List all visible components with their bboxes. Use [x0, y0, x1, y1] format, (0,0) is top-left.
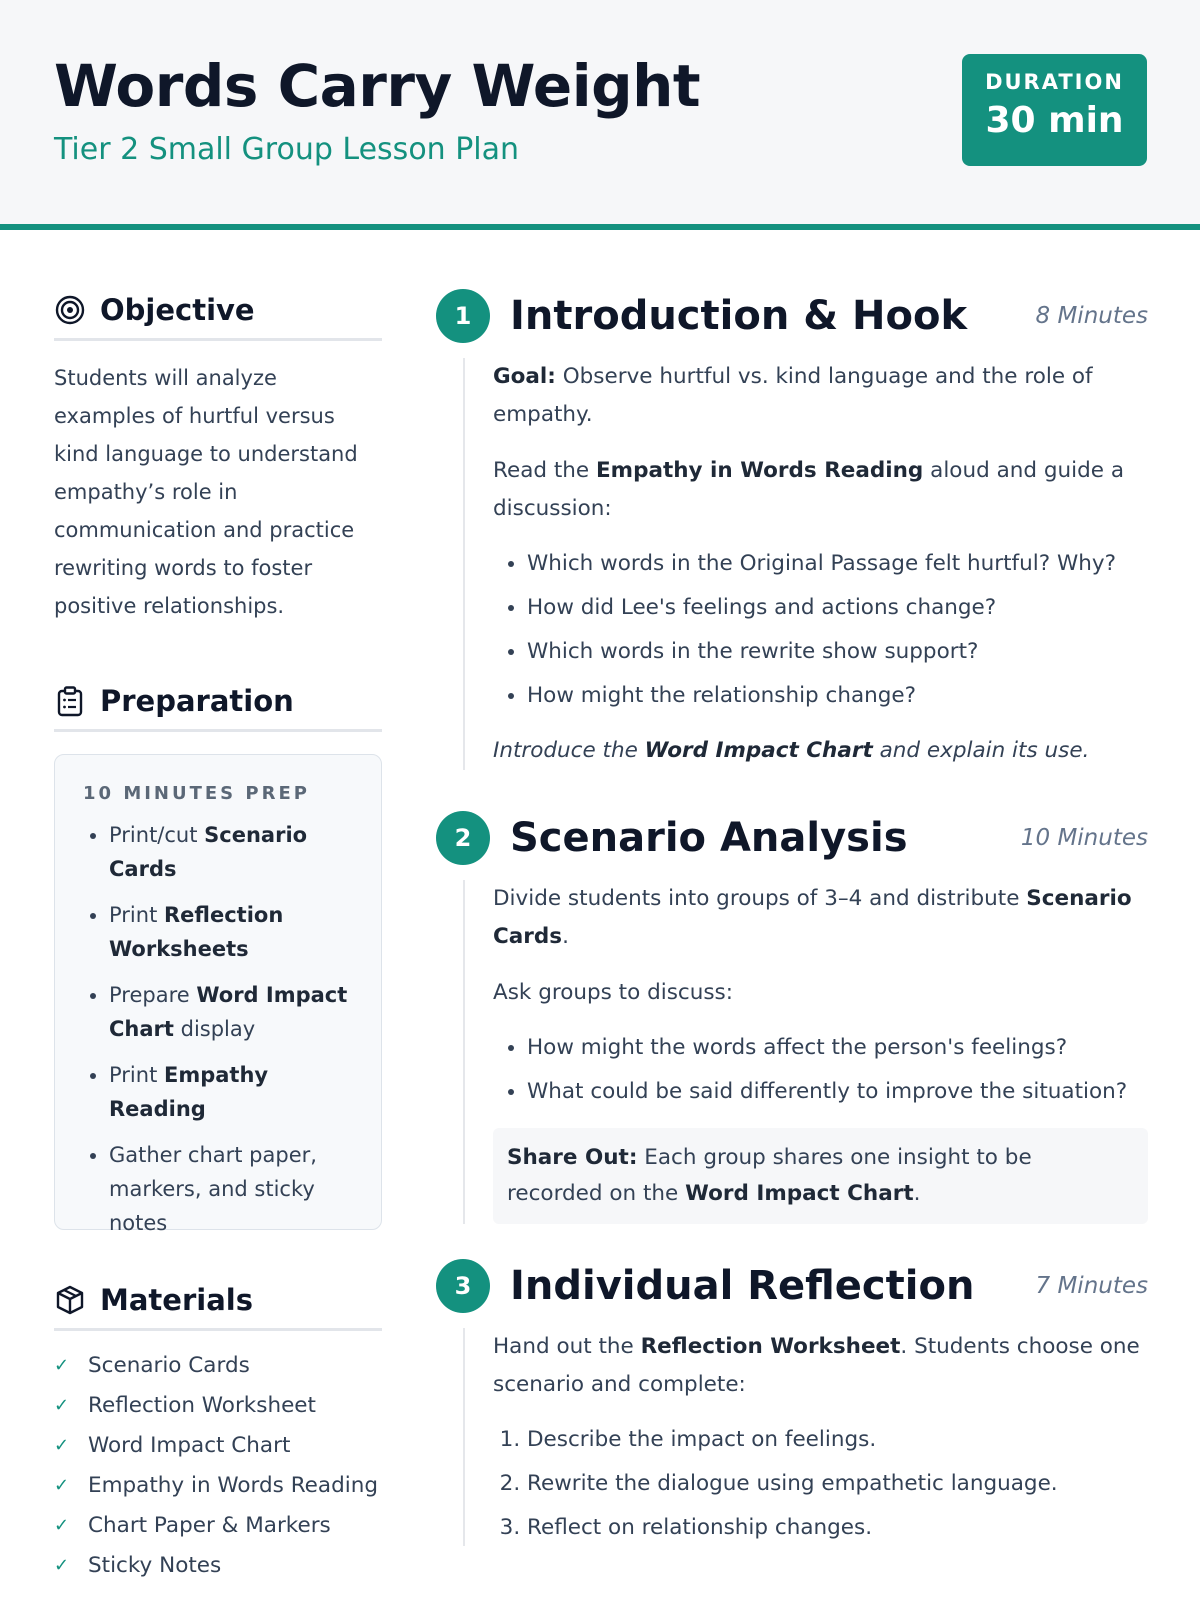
objective-title: Objective — [100, 293, 255, 327]
list-item: 2. Rewrite the dialogue using empathetic language. — [527, 1466, 1148, 1502]
step-number: 3 — [436, 1259, 490, 1313]
prep-item: • Prepare Word Impact Chart display — [109, 978, 361, 1046]
step-time: 8 Minutes — [1035, 303, 1148, 329]
lesson-header — [0, 0, 1200, 230]
check-icon: ✓ — [54, 1474, 70, 1496]
prep-item: • Print/cut Scenario Cards — [109, 818, 361, 886]
prep-item: • Print Empathy Reading — [109, 1058, 361, 1126]
prep-item: • Print Reflection Worksheets — [109, 898, 361, 966]
page-subtitle: Tier 2 Small Group Lesson Plan — [54, 132, 520, 167]
material-item: ✓ Sticky Notes — [54, 1552, 222, 1578]
list-item: 3. Reflect on relationship changes. — [527, 1510, 1148, 1546]
preparation-box — [54, 754, 382, 1235]
objective-heading — [54, 290, 382, 341]
check-icon: ✓ — [54, 1434, 70, 1456]
package-icon — [54, 1284, 86, 1316]
duration-value: 30 min — [985, 100, 1124, 141]
step-individual-reflection — [436, 1258, 1148, 1546]
discussion-questions — [493, 1030, 1148, 1110]
list-item: • How might the relationship change? — [527, 678, 1148, 714]
prep-list — [83, 818, 361, 1240]
step-title: Scenario Analysis — [510, 815, 908, 861]
sidebar — [54, 290, 382, 1585]
page-title: Words Carry Weight — [54, 52, 701, 120]
step-instructions: Divide students into groups of 3–4 and distribute Scenario Cards. — [493, 886, 1132, 949]
step-instructions: Hand out the Reflection Worksheet. Students choose one scenario and complete: — [493, 1334, 1140, 1397]
check-icon: ✓ — [54, 1354, 70, 1376]
material-item: ✓ Empathy in Words Reading — [54, 1472, 378, 1498]
step-intro-note: Introduce the Word Impact Chart and explain its use. — [493, 738, 1090, 763]
clipboard-icon — [54, 685, 86, 717]
check-icon: ✓ — [54, 1394, 70, 1416]
list-item: • What could be said differently to improve the situation? — [527, 1074, 1148, 1110]
duration-badge — [962, 54, 1147, 166]
materials-list — [54, 1345, 382, 1585]
materials-heading — [54, 1280, 382, 1331]
step-introduction — [436, 288, 1148, 770]
lesson-steps — [436, 288, 1148, 1554]
step-number: 1 — [436, 289, 490, 343]
target-icon — [54, 294, 86, 326]
material-item: ✓ Scenario Cards — [54, 1352, 250, 1378]
prep-item: • Gather chart paper, markers, and sticky notes — [109, 1138, 361, 1240]
prep-time-label: 10 MINUTES PREP — [83, 783, 310, 804]
duration-label: DURATION — [985, 70, 1124, 94]
step-title: Introduction & Hook — [510, 293, 968, 339]
step-goal: Goal: Observe hurtful vs. kind language and the role of empathy. — [493, 364, 1093, 427]
step-ask: Ask groups to discuss: — [493, 980, 734, 1005]
preparation-heading — [54, 681, 382, 732]
step-number: 2 — [436, 811, 490, 865]
materials-title: Materials — [100, 1283, 253, 1317]
step-read: Read the Empathy in Words Reading aloud and guide a discussion: — [493, 458, 1124, 521]
reflection-tasks — [493, 1422, 1148, 1546]
list-item: • How did Lee's feelings and actions change? — [527, 590, 1148, 626]
step-time: 10 Minutes — [1020, 825, 1148, 851]
step-title: Individual Reflection — [510, 1263, 975, 1309]
material-item: ✓ Word Impact Chart — [54, 1432, 291, 1458]
step-time: 7 Minutes — [1035, 1273, 1148, 1299]
discussion-questions — [493, 546, 1148, 714]
list-item: • How might the words affect the person's feelings? — [527, 1030, 1148, 1066]
list-item: • Which words in the Original Passage felt hurtful? Why? — [527, 546, 1148, 582]
material-item: ✓ Reflection Worksheet — [54, 1392, 316, 1418]
list-item: 1. Describe the impact on feelings. — [527, 1422, 1148, 1458]
share-out-callout: Share Out: Each group shares one insight to be recorded on the Word Impact Chart. — [493, 1128, 1148, 1224]
check-icon: ✓ — [54, 1514, 70, 1536]
check-icon: ✓ — [54, 1554, 70, 1576]
list-item: • Which words in the rewrite show support? — [527, 634, 1148, 670]
preparation-title: Preparation — [100, 684, 294, 718]
objective-text: Students will analyze examples of hurtful versus kind language to understand empathy’s role in communication and practice rewriting words to foster positive relationships. — [54, 366, 358, 618]
material-item: ✓ Chart Paper & Markers — [54, 1512, 331, 1538]
step-scenario-analysis — [436, 810, 1148, 1224]
